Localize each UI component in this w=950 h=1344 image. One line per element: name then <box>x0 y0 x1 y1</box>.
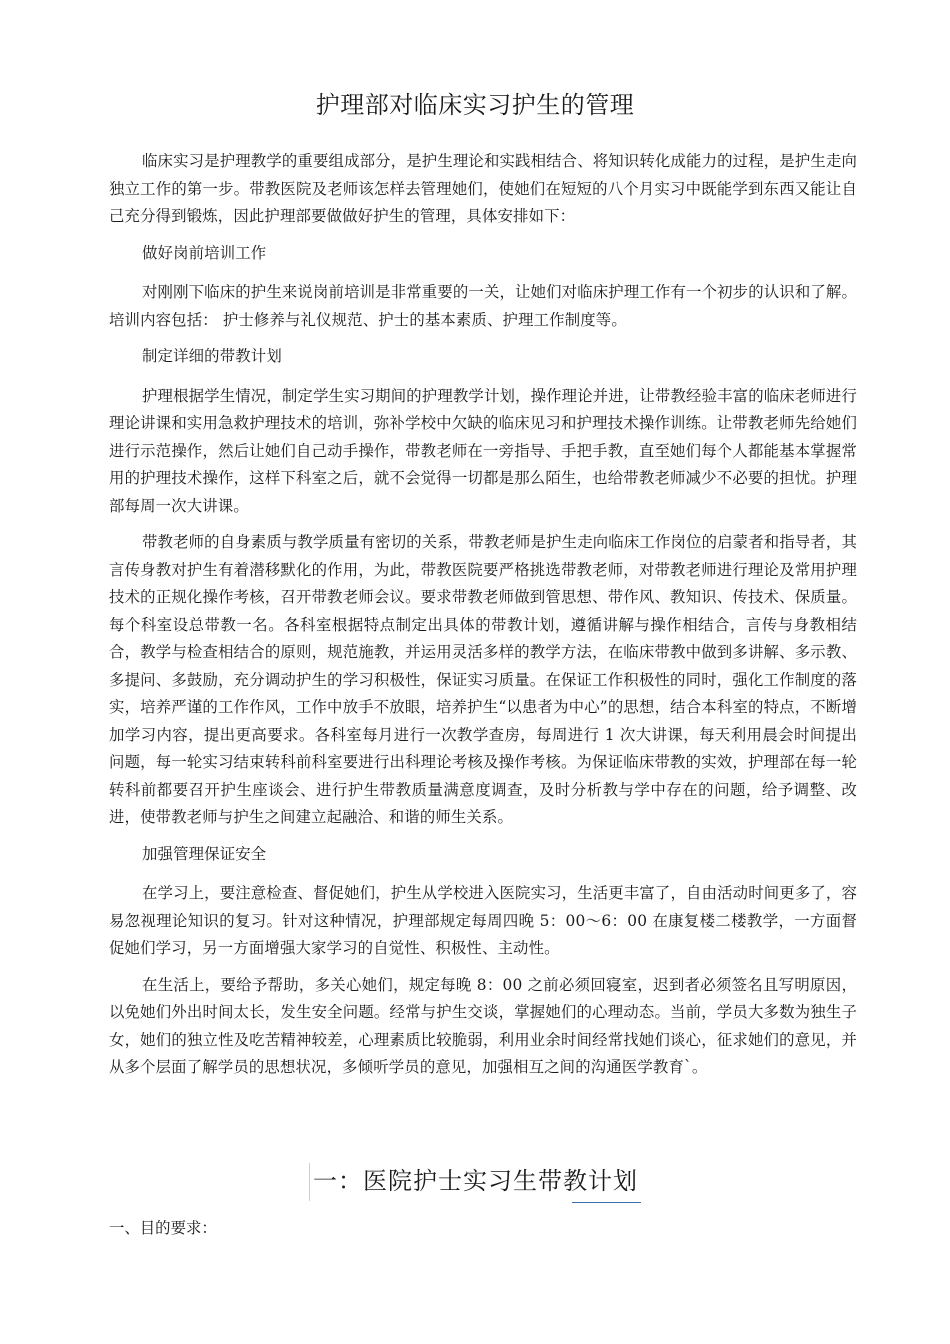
heading-pre-job-training: 做好岗前培训工作 <box>142 243 267 262</box>
teacher-quality-paragraph: 带教老师的自身素质与教学质量有密切的关系，带教老师是护生走向临床工作岗位的启蒙者和指导者，其言传身教对护生有着潜移默化的作用，为此，带教医院要严格挑选带教老师，对带教老师进行理论及常用护理技术的正规化操作考核，召开带教老师会议。要求带教老师做到管思想、带作风、教知识、传技术、保质量。每个科室设总带教一名。各科室根据特点制定出具体的带教计划，遵循讲解与操作相结合，言传与身教相结合，教学与检查相结合的原则，规范施教，并运用灵活多样的教学方法，在临床带教中做到多讲解、多示教、多提问、多鼓励，充分调动护生的学习积极性，保证实习质量。在保证工作积极性的同时，强化工作制度的落实，培养严谨的工作作风，工作中放手不放眼，培养护生“以患者为中心”的思想，结合本科室的特点，不断增加学习内容，提出更高要求。各科室每月进行一次教学查房，每周进行 1 次大讲课，每天利用晨会时间提出问题，每一轮实习结束转科前科室要进行出科理论考核及操作考核。为保证临床带教的实效，护理部在每一轮转科前都要召开护生座谈会、进行护生带教质量满意度调查，及时分析教与学中存在的问题，给予调整、改进，使带教老师与护生之间建立起融洽、和谐的师生关系。 <box>109 533 857 826</box>
teaching-plan-paragraph: 护理根据学生情况，制定学生实习期间的护理教学计划，操作理论并进，让带教经验丰富的临床老师进行理论讲课和实用急救护理技术的培训，弥补学校中欠缺的临床见习和护理技术操作训练。让带教老师先给她们进行示范操作，然后让她们自己动手操作，带教老师在一旁指导、手把手教，直至她们每个人都能基本掌握常用的护理技术操作，这样下科室之后，就不会觉得一切都是那么陌生，也给带教老师减少不必要的担忧。护理部每周一次大讲课。 <box>109 386 857 515</box>
section-title-underline <box>572 1202 641 1203</box>
section-title-text: 一：医院护士实习生带教计划 <box>313 1167 638 1195</box>
section-title <box>309 1163 641 1201</box>
page-title: 护理部对临床实习护生的管理 <box>315 91 635 119</box>
subheading-objectives: 一、目的要求： <box>109 1219 217 1237</box>
heading-safety-management: 加强管理保证安全 <box>142 844 267 863</box>
life-paragraph: 在生活上，要给予帮助，多关心她们，规定每晚 8：00 之前必须回寝室，迟到者必须签名且写明原因，以免她们外出时间太长，发生安全问题。经常与护生交谈，掌握她们的心理动态。当前，学员大多数为独生子女，她们的独立性及吃苦精神较差，心理素质比较脆弱，利用业余时间经常找她们谈心，征求她们的意见，并从多个层面了解学员的思想状况，多倾听学员的意见，加强相互之间的沟通医学教育`。 <box>109 975 857 1076</box>
heading-teaching-plan: 制定详细的带教计划 <box>142 347 282 365</box>
section-title-container <box>0 1163 950 1201</box>
training-paragraph: 对刚刚下临床的护生来说岗前培训是非常重要的一关，让她们对临床护理工作有一个初步的认识和了解。培训内容包括： 护士修养与礼仪规范、护士的基本素质、护理工作制度等。 <box>109 283 857 329</box>
study-paragraph: 在学习上，要注意检查、督促她们，护生从学校进入医院实习，生活更丰富了，自由活动时间更多了，容易忽视理论知识的复习。针对这种情况，护理部规定每周四晚 5：00～6：00 在康复楼二楼教学，一方面督促她们学习，另一方面增强大家学习的自觉性、积极性、主动性。 <box>109 884 857 957</box>
document-body <box>109 148 857 1091</box>
intro-paragraph: 临床实习是护理教学的重要组成部分，是护生理论和实践相结合、将知识转化成能力的过程，是护生走向独立工作的第一步。带教医院及老师该怎样去管理她们，使她们在短短的八个月实习中既能学到东西又能让自己充分得到锻炼，因此护理部要做做好护生的管理，具体安排如下： <box>109 152 857 225</box>
